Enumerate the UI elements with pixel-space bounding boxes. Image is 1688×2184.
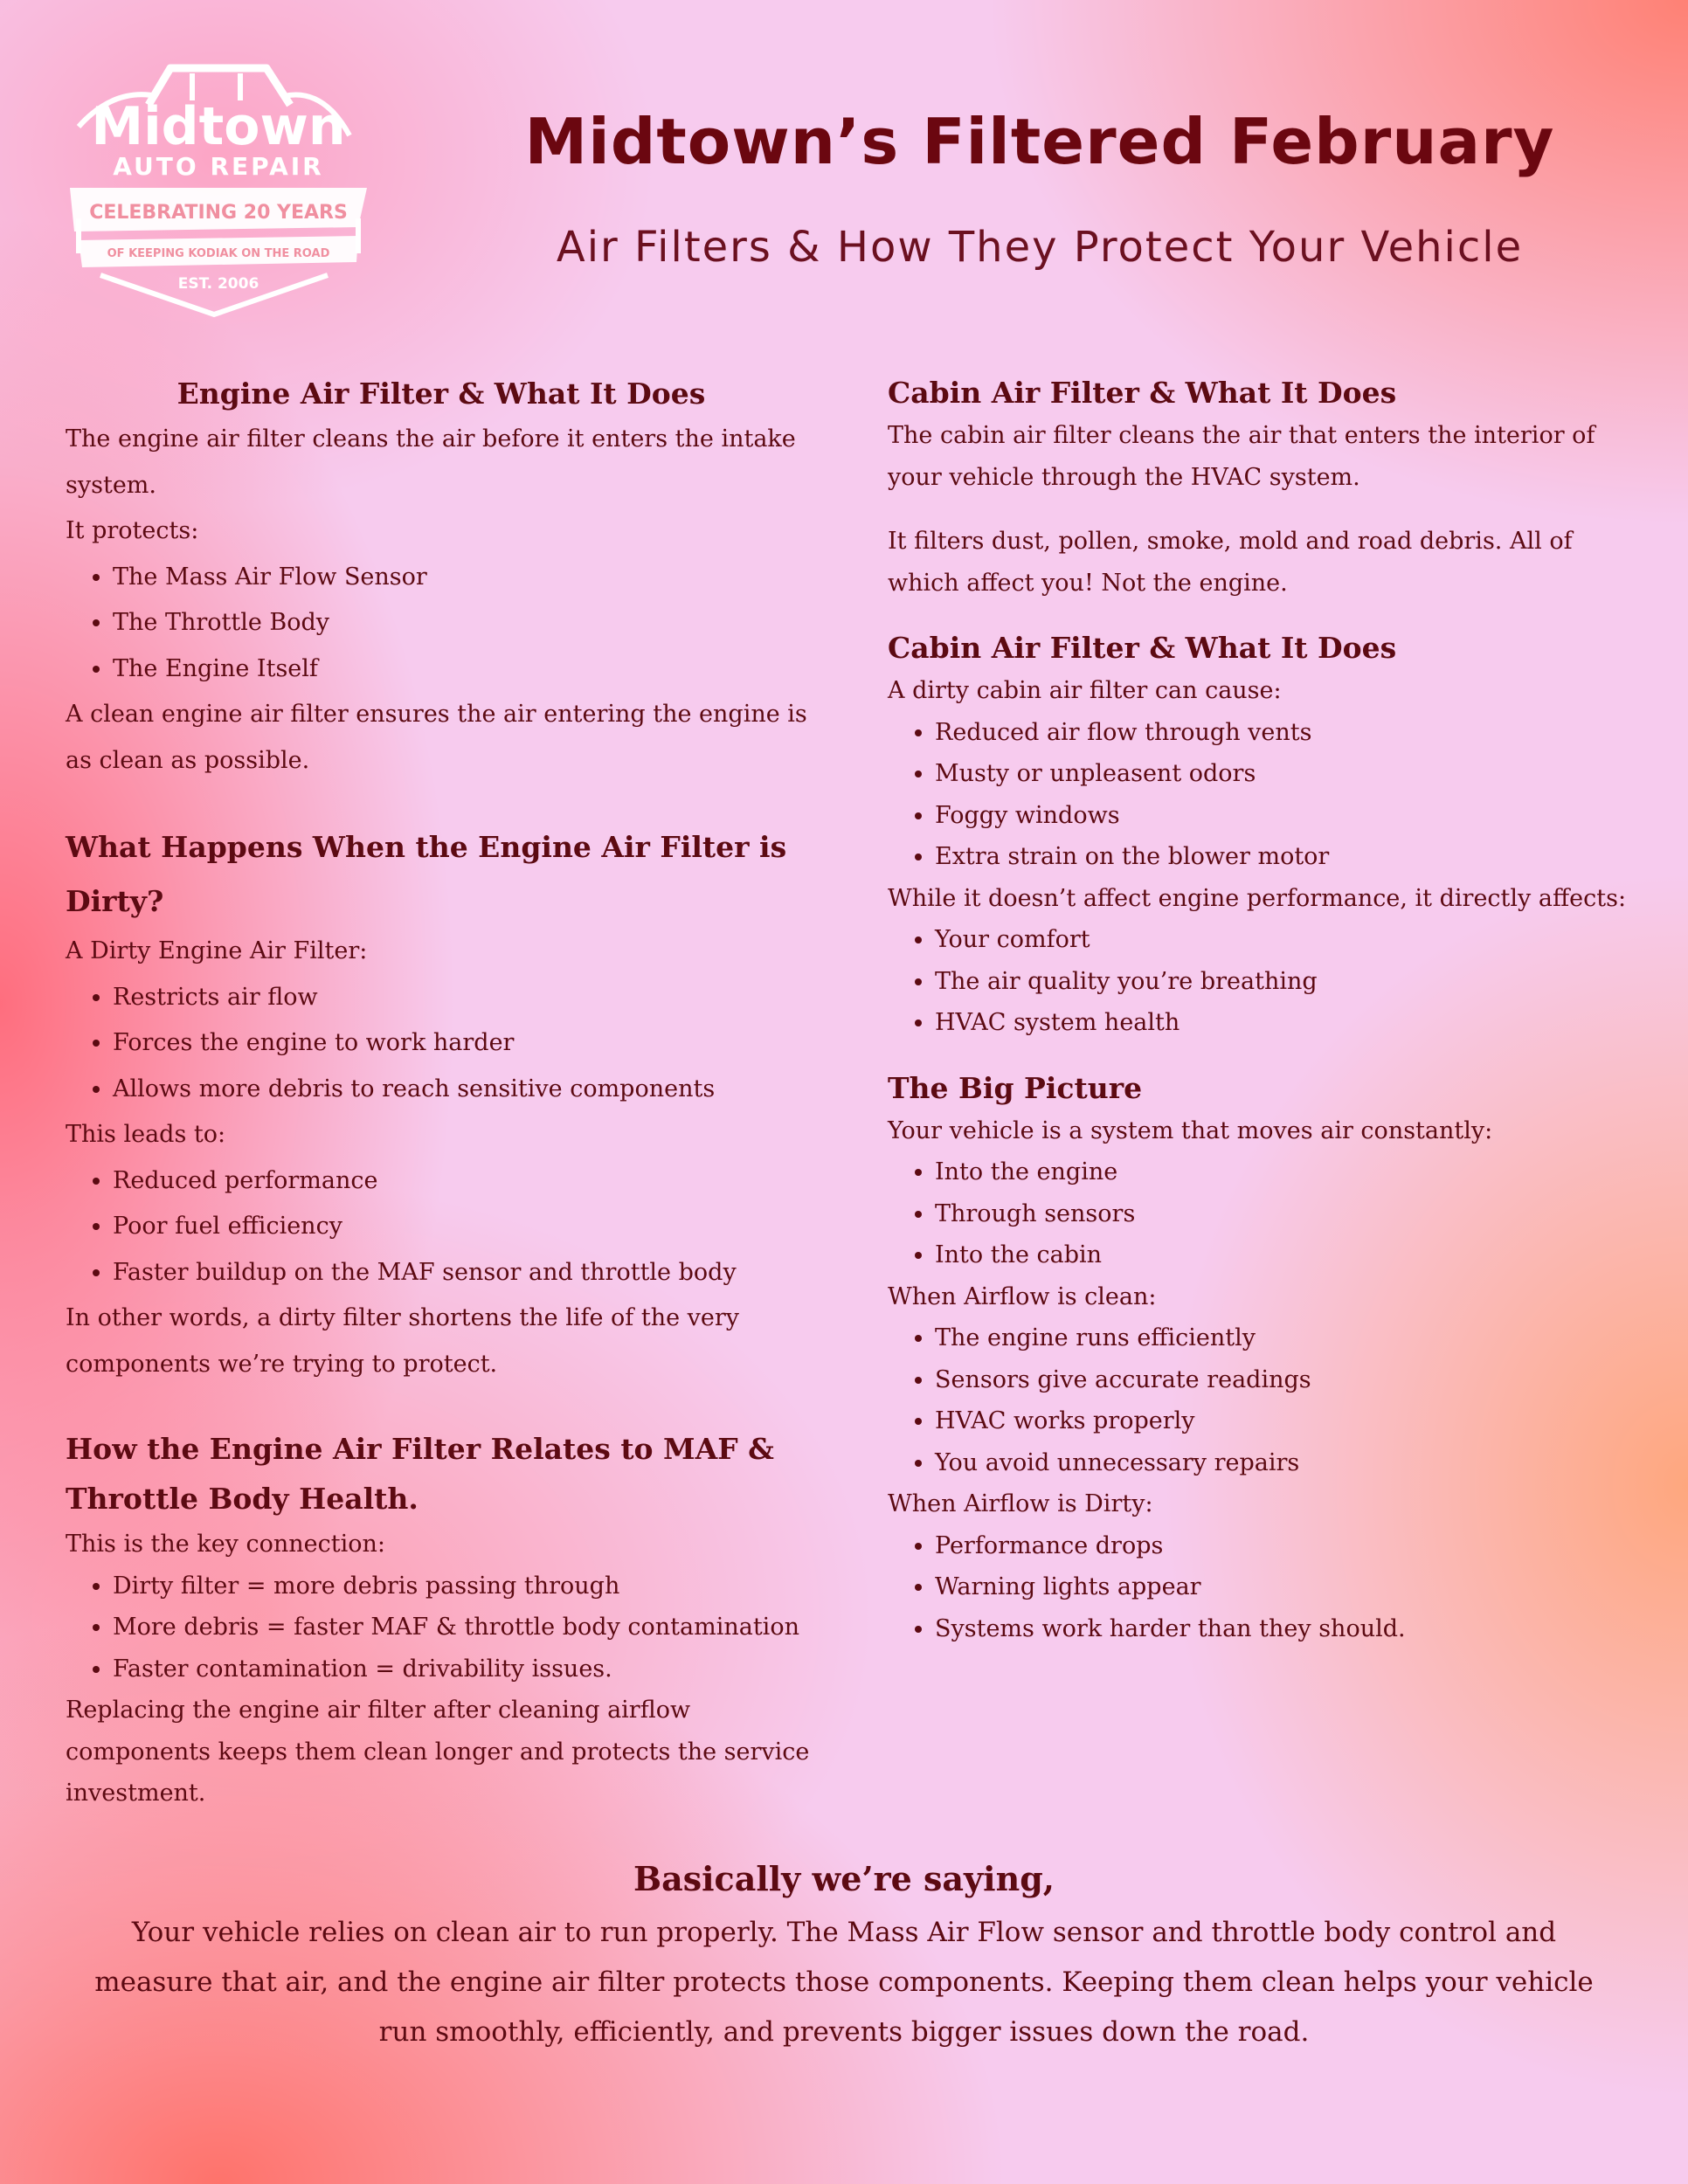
list-item: • The engine runs efficiently (935, 1317, 1648, 1359)
list-item: • Extra strain on the blower motor (935, 836, 1648, 878)
list-item: • Reduced air flow through vents (935, 712, 1648, 754)
airflow-dirty-label: When Airflow is Dirty: (888, 1490, 1153, 1517)
list-item: • Reduced performance (113, 1158, 817, 1205)
moves-air-list (888, 1151, 1648, 1276)
left-column (66, 371, 817, 1814)
dirty-filter-label: A Dirty Engine Air Filter: (66, 937, 368, 964)
list-item: • Faster buildup on the MAF sensor and throttle body (113, 1250, 817, 1296)
right-column (888, 371, 1648, 1649)
list-item: • You avoid unnecessary repairs (935, 1442, 1648, 1484)
list-item: • Forces the engine to work harder (113, 1020, 817, 1067)
list-item: • Into the engine (935, 1151, 1648, 1193)
list-item: • The Mass Air Flow Sensor (113, 555, 817, 601)
engine-filter-intro: The engine air filter cleans the air before it enters the intake system. (66, 425, 796, 499)
list-item: • Systems work harder than they should. (935, 1608, 1648, 1650)
logo-banner2: OF KEEPING KODIAK ON THE ROAD (107, 247, 330, 260)
list-item: • Foggy windows (935, 795, 1648, 837)
list-item: • The Throttle Body (113, 600, 817, 646)
dirty-filter-heading: What Happens When the Engine Air Filter is Dirty? (66, 830, 787, 918)
protects-list (66, 555, 817, 693)
list-item: • Through sensors (935, 1193, 1648, 1235)
list-item: • The air quality you’re breathing (935, 961, 1648, 1003)
cabin-filter-p1: The cabin air filter cleans the air that enters the interior of your vehicle through the HVAC system. (888, 422, 1595, 491)
key-connection-label: This is the key connection: (66, 1531, 386, 1558)
list-item: • Faster contamination = drivability issues. (113, 1648, 817, 1690)
summary-heading: Basically we’re saying, (633, 1859, 1055, 1898)
list-item: • The Engine Itself (113, 646, 817, 693)
affects-label: While it doesn’t affect engine performance, it directly affects: (888, 884, 1627, 912)
key-connection-list (66, 1565, 817, 1690)
dirty-filter-outro: In other words, a dirty filter shortens the life of the very components we’re trying to protect. (66, 1304, 740, 1378)
logo-banner1: CELEBRATING 20 YEARS (89, 202, 348, 224)
list-item: • Poor fuel efficiency (113, 1204, 817, 1250)
dirty-cabin-list (888, 712, 1648, 878)
dirty-filter-list (66, 975, 817, 1113)
airflow-clean-label: When Airflow is clean: (888, 1282, 1157, 1310)
list-item: • Sensors give accurate readings (935, 1359, 1648, 1401)
big-picture-heading: The Big Picture (888, 1070, 1143, 1105)
page-title: Midtown’s Filtered February (524, 105, 1555, 178)
list-item: • Warning lights appear (935, 1566, 1648, 1608)
maf-heading: How the Engine Air Filter Relates to MAF & Throttle Body Health. (66, 1432, 774, 1516)
protects-label: It protects: (66, 517, 199, 544)
summary-body: Your vehicle relies on clean air to run properly. The Mass Air Flow sensor and throttle body control and measure that air, and the engine air filter protects those components. Keeping them clean helps your vehicle run smoothly, efficiently, and prevents bigger issues down the road. (94, 1917, 1594, 2048)
engine-filter-outro: A clean engine air filter ensures the air entering the engine is as clean as possible. (66, 701, 807, 774)
list-item: • HVAC works properly (935, 1400, 1648, 1442)
list-item: • More debris = faster MAF & throttle body contamination (113, 1607, 817, 1648)
cabin-filter-heading-2: Cabin Air Filter & What It Does (888, 631, 1397, 665)
airflow-clean-list (888, 1317, 1648, 1483)
summary-section (87, 1850, 1601, 2057)
engine-filter-heading: Engine Air Filter & What It Does (176, 377, 706, 411)
dirty-cabin-label: A dirty cabin air filter can cause: (888, 677, 1282, 704)
list-item: • Dirty filter = more debris passing through (113, 1565, 817, 1607)
list-item: • Performance drops (935, 1525, 1648, 1567)
list-item: • Allows more debris to reach sensitive components (113, 1067, 817, 1113)
moves-air-label: Your vehicle is a system that moves air constantly: (888, 1116, 1493, 1144)
leads-to-label: This leads to: (66, 1121, 226, 1148)
airflow-dirty-list (888, 1525, 1648, 1650)
list-item: • HVAC system health (935, 1002, 1648, 1044)
cabin-filter-heading: Cabin Air Filter & What It Does (888, 376, 1397, 410)
list-item: • Into the cabin (935, 1234, 1648, 1276)
cabin-filter-p2: It filters dust, pollen, smoke, mold and road debris. All of which affect you! Not the engine. (888, 528, 1573, 597)
affects-list (888, 919, 1648, 1044)
list-item: • Your comfort (935, 919, 1648, 961)
page-subtitle: Air Filters & How They Protect Your Vehicle (556, 223, 1524, 272)
list-item: • Musty or unpleasent odors (935, 753, 1648, 795)
list-item: • Restricts air flow (113, 975, 817, 1021)
logo-line1: Midtown (91, 96, 346, 157)
company-logo (61, 52, 376, 323)
logo-line2: AUTO REPAIR (113, 152, 324, 181)
maf-outro: Replacing the engine air filter after cleaning airflow components keeps them clean longer and protects the service investment. (66, 1697, 810, 1807)
leads-to-list (66, 1158, 817, 1296)
logo-est: EST. 2006 (177, 275, 259, 293)
